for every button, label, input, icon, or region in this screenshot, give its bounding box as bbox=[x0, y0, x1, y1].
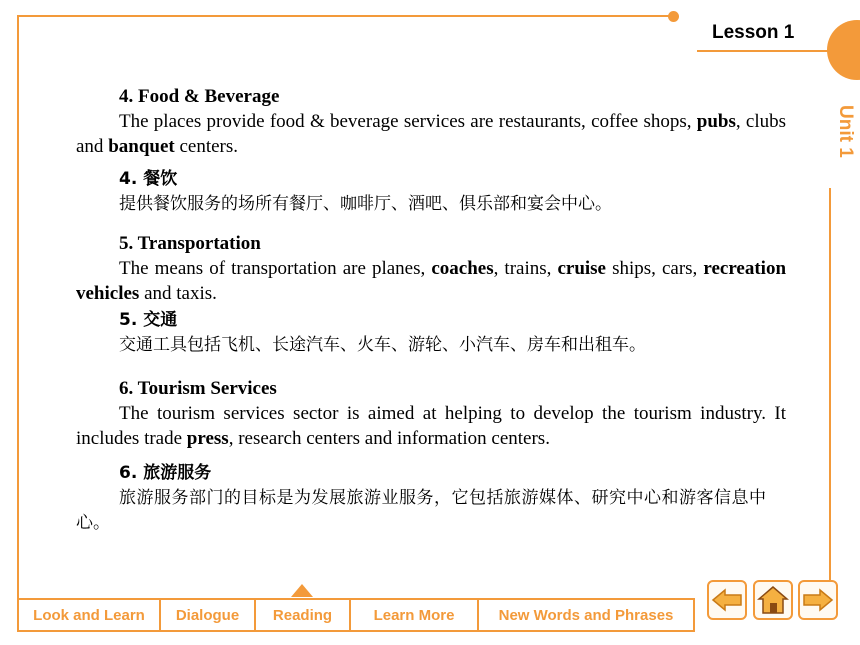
section-transportation bbox=[76, 231, 786, 306]
section-heading: 6. Tourism Services bbox=[119, 378, 277, 399]
section-body: The means of transportation are planes, coaches, trains, cruise ships, cars, recreation vehicles and taxis. bbox=[76, 258, 787, 304]
reading-content bbox=[76, 84, 786, 544]
section-body: The tourism services sector is aimed at helping to develop the tourism industry. It includes trade press, research centers and information centers. bbox=[76, 403, 786, 449]
frame-left-line bbox=[17, 15, 19, 615]
section-heading: 4. Food & Beverage bbox=[119, 86, 280, 107]
tab-dialogue[interactable]: Dialogue bbox=[161, 600, 256, 630]
section-body: The places provide food & beverage services are restaurants, coffee shops, pubs, clubs and banquet centers. bbox=[76, 111, 786, 157]
section-heading: 5. Transportation bbox=[119, 233, 261, 254]
section-body-zh: 旅游服务部门的目标是为发展旅游业服务，它包括旅游媒体、研究中心和游客信息中心。 bbox=[76, 488, 766, 533]
tab-look-and-learn[interactable]: Look and Learn bbox=[19, 600, 161, 630]
lesson-title: Lesson 1 bbox=[712, 22, 795, 43]
section-heading-zh: 6. 旅游服务 bbox=[119, 463, 212, 483]
header-underline bbox=[697, 50, 831, 52]
section-transportation-zh bbox=[76, 308, 786, 358]
active-tab-marker bbox=[291, 584, 313, 597]
unit-label: Unit 1 bbox=[835, 105, 856, 158]
tab-reading[interactable]: Reading bbox=[256, 600, 351, 630]
section-food-beverage bbox=[76, 84, 786, 159]
section-tourism-services-zh bbox=[76, 461, 766, 536]
tab-learn-more[interactable]: Learn More bbox=[351, 600, 479, 630]
arrow-left-icon bbox=[711, 588, 743, 612]
next-button[interactable] bbox=[798, 580, 838, 620]
bottom-nav bbox=[17, 598, 695, 632]
section-tourism-services bbox=[76, 376, 786, 451]
tab-new-words-and-phrases[interactable]: New Words and Phrases bbox=[498, 606, 674, 624]
section-heading-zh: 4. 餐饮 bbox=[119, 169, 178, 189]
section-heading-zh: 5. 交通 bbox=[119, 310, 178, 330]
frame-right-line bbox=[829, 188, 831, 588]
section-body-zh: 交通工具包括飞机、长途汽车、火车、游轮、小汽车、房车和出租车。 bbox=[119, 335, 646, 355]
home-button[interactable] bbox=[753, 580, 793, 620]
section-body-zh: 提供餐饮服务的场所有餐厅、咖啡厅、酒吧、俱乐部和宴会中心。 bbox=[119, 194, 612, 214]
section-food-beverage-zh bbox=[76, 167, 786, 217]
prev-button[interactable] bbox=[707, 580, 747, 620]
home-icon bbox=[757, 585, 789, 615]
arrow-right-icon bbox=[802, 588, 834, 612]
frame-top-line bbox=[17, 15, 674, 17]
corner-decoration bbox=[827, 20, 860, 80]
frame-dot bbox=[668, 11, 679, 22]
